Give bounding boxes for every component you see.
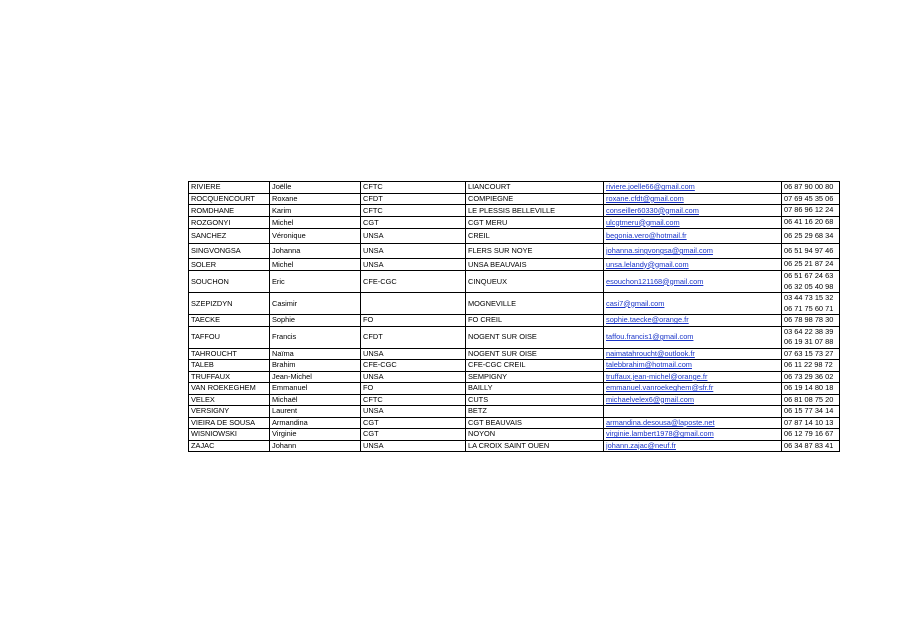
cell-syndicat: UNSA <box>361 406 466 418</box>
cell-nom: TAECKE <box>189 315 270 327</box>
cell-nom: VELEX <box>189 394 270 406</box>
table-row <box>189 229 840 244</box>
cell-prenom: Emmanuel <box>270 383 361 395</box>
cell-ville: NOGENT SUR OISE <box>466 326 604 348</box>
cell-ville: BETZ <box>466 406 604 418</box>
email-link[interactable]: roxane.cfdt@gmail.com <box>606 193 684 203</box>
cell-nom: TRUFFAUX <box>189 371 270 383</box>
cell-nom: SOUCHON <box>189 271 270 293</box>
table-row <box>189 383 840 395</box>
cell-ville: FLERS SUR NOYE <box>466 244 604 259</box>
cell-syndicat: CFTC <box>361 394 466 406</box>
table-row <box>189 406 840 418</box>
phone-number: 06 34 87 83 41 <box>784 440 834 450</box>
phone-number: 07 69 45 35 06 <box>784 193 834 203</box>
email-link[interactable]: sophie.taecke@orange.fr <box>606 315 689 325</box>
cell-ville: BAILLY <box>466 383 604 395</box>
table-row <box>189 182 840 194</box>
cell-email <box>604 360 782 372</box>
cell-ville: COMPIEGNE <box>466 193 604 205</box>
cell-phone <box>782 326 840 348</box>
cell-phone <box>782 244 840 259</box>
table-row <box>189 271 840 293</box>
phone-number: 06 51 67 24 63 <box>784 271 834 280</box>
phone-number: 06 19 31 07 88 <box>784 337 834 346</box>
cell-email <box>604 429 782 441</box>
phone-number: 06 73 29 36 02 <box>784 371 834 381</box>
cell-nom: ZAJAC <box>189 440 270 452</box>
email-link[interactable]: taffou.francis1@gmail.com <box>606 332 694 341</box>
cell-prenom: Virginie <box>270 429 361 441</box>
cell-email <box>604 229 782 244</box>
cell-prenom: Michel <box>270 217 361 229</box>
table-row <box>189 371 840 383</box>
table-row <box>189 394 840 406</box>
cell-prenom: Casimir <box>270 293 361 315</box>
cell-ville: CGT MERU <box>466 217 604 229</box>
cell-email <box>604 293 782 315</box>
cell-syndicat <box>361 293 466 315</box>
cell-nom: RIVIERE <box>189 182 270 194</box>
table-row <box>189 244 840 259</box>
email-link[interactable]: unsa.lelandy@gmail.com <box>606 259 689 269</box>
cell-prenom: Johanna <box>270 244 361 259</box>
cell-prenom: Véronique <box>270 229 361 244</box>
cell-prenom: Armandina <box>270 417 361 429</box>
email-link[interactable]: johanna.singvongsa@gmail.com <box>606 246 713 255</box>
cell-prenom: Roxane <box>270 193 361 205</box>
table-row <box>189 360 840 372</box>
table-row <box>189 326 840 348</box>
cell-syndicat: CGT <box>361 217 466 229</box>
cell-phone <box>782 429 840 441</box>
cell-email <box>604 259 782 271</box>
phone-number: 06 25 29 68 34 <box>784 230 834 240</box>
cell-syndicat: CFDT <box>361 193 466 205</box>
cell-syndicat: CFE-CGC <box>361 271 466 293</box>
cell-nom: SANCHEZ <box>189 229 270 244</box>
cell-nom: SINGVONGSA <box>189 244 270 259</box>
email-link[interactable]: truffaux.jean-michel@orange.fr <box>606 371 708 381</box>
contact-table <box>188 181 840 452</box>
cell-nom: TAFFOU <box>189 326 270 348</box>
cell-syndicat: CGT <box>361 429 466 441</box>
cell-prenom: Michaël <box>270 394 361 406</box>
cell-phone <box>782 259 840 271</box>
cell-ville: NOYON <box>466 429 604 441</box>
table-row <box>189 259 840 271</box>
cell-phone <box>782 315 840 327</box>
cell-phone <box>782 293 840 315</box>
cell-email <box>604 205 782 217</box>
cell-syndicat: FO <box>361 315 466 327</box>
email-link[interactable]: michaelvelex6@gmail.com <box>606 394 695 404</box>
cell-phone <box>782 193 840 205</box>
cell-ville: CGT BEAUVAIS <box>466 417 604 429</box>
cell-prenom: Jean-Michel <box>270 371 361 383</box>
table-row <box>189 205 840 217</box>
phone-number: 06 41 16 20 68 <box>784 217 834 227</box>
cell-syndicat: UNSA <box>361 348 466 360</box>
contact-table-body <box>189 182 840 452</box>
cell-prenom: Brahim <box>270 360 361 372</box>
cell-ville: LE PLESSIS BELLEVILLE <box>466 205 604 217</box>
phone-number: 06 19 14 80 18 <box>784 383 834 392</box>
cell-email <box>604 383 782 395</box>
phone-number: 06 15 77 34 14 <box>784 406 834 415</box>
cell-phone <box>782 182 840 194</box>
email-link[interactable]: johann.zajac@neuf.fr <box>606 440 676 450</box>
cell-syndicat: UNSA <box>361 440 466 452</box>
cell-ville: CREIL <box>466 229 604 244</box>
email-link[interactable]: casi7@gmail.com <box>606 298 665 308</box>
cell-email <box>604 271 782 293</box>
cell-nom: TALEB <box>189 360 270 372</box>
cell-nom: ROCQUENCOURT <box>189 193 270 205</box>
cell-ville: UNSA BEAUVAIS <box>466 259 604 271</box>
phone-number: 03 64 22 38 39 <box>784 326 834 336</box>
cell-email <box>604 315 782 327</box>
cell-syndicat: CFDT <box>361 326 466 348</box>
cell-ville: MOGNEVILLE <box>466 293 604 315</box>
email-link[interactable]: armandina.desousa@laposte.net <box>606 417 715 427</box>
cell-email <box>604 394 782 406</box>
email-link[interactable]: conseiller60330@gmail.com <box>606 205 699 215</box>
cell-nom: VAN ROEKEGHEM <box>189 383 270 395</box>
cell-email <box>604 244 782 259</box>
email-link[interactable]: ulcgtmeru@gmail.com <box>606 217 680 227</box>
cell-nom: VERSIGNY <box>189 406 270 418</box>
email-link[interactable]: naimatahroucht@outlook.fr <box>606 348 695 358</box>
email-link[interactable]: talebbrahim@hotmail.com <box>606 360 692 370</box>
cell-syndicat: UNSA <box>361 259 466 271</box>
phone-number: 06 12 79 16 67 <box>784 429 834 438</box>
cell-email <box>604 193 782 205</box>
phone-number: 06 81 08 75 20 <box>784 394 834 404</box>
cell-ville: SEMPIGNY <box>466 371 604 383</box>
cell-prenom: Johann <box>270 440 361 452</box>
cell-phone <box>782 406 840 418</box>
table-row <box>189 217 840 229</box>
phone-number: 06 71 75 60 71 <box>784 303 834 313</box>
cell-email <box>604 440 782 452</box>
cell-nom: SZEPIZDYN <box>189 293 270 315</box>
cell-syndicat: CFTC <box>361 182 466 194</box>
cell-ville: CINQUEUX <box>466 271 604 293</box>
cell-ville: LIANCOURT <box>466 182 604 194</box>
cell-phone <box>782 348 840 360</box>
phone-number: 06 51 94 97 46 <box>784 245 834 255</box>
cell-phone <box>782 394 840 406</box>
phone-number: 03 44 73 15 32 <box>784 293 834 302</box>
cell-nom: ROMDHANE <box>189 205 270 217</box>
cell-email <box>604 348 782 360</box>
cell-phone <box>782 271 840 293</box>
cell-phone <box>782 371 840 383</box>
cell-ville: LA CROIX SAINT OUEN <box>466 440 604 452</box>
email-link[interactable]: begonia.vero@hotmail.fr <box>606 231 687 240</box>
cell-prenom: Francis <box>270 326 361 348</box>
email-link[interactable]: emmanuel.vanroekeghem@sfr.fr <box>606 383 714 393</box>
phone-number: 06 25 21 87 24 <box>784 259 834 269</box>
cell-prenom: Karim <box>270 205 361 217</box>
cell-prenom: Eric <box>270 271 361 293</box>
cell-phone <box>782 205 840 217</box>
table-row <box>189 315 840 327</box>
phone-number: 06 87 90 00 80 <box>784 182 834 191</box>
cell-ville: CUTS <box>466 394 604 406</box>
cell-ville: FO CREIL <box>466 315 604 327</box>
cell-syndicat: FO <box>361 383 466 395</box>
cell-syndicat: UNSA <box>361 244 466 259</box>
table-row <box>189 417 840 429</box>
cell-syndicat: UNSA <box>361 229 466 244</box>
cell-nom: SOLER <box>189 259 270 271</box>
cell-email <box>604 417 782 429</box>
table-row <box>189 429 840 441</box>
email-link[interactable]: esouchon121168@gmail.com <box>606 276 704 286</box>
cell-email <box>604 182 782 194</box>
phone-number: 06 78 98 78 30 <box>784 315 834 324</box>
cell-prenom: Naïma <box>270 348 361 360</box>
cell-prenom: Laurent <box>270 406 361 418</box>
cell-prenom: Sophie <box>270 315 361 327</box>
phone-number: 07 87 14 10 13 <box>784 417 834 427</box>
email-link[interactable]: riviere.joelle66@gmail.com <box>606 182 695 192</box>
phone-number: 07 86 96 12 24 <box>784 205 834 215</box>
cell-phone <box>782 440 840 452</box>
table-row <box>189 440 840 452</box>
cell-phone <box>782 217 840 229</box>
cell-nom: ROZGONYI <box>189 217 270 229</box>
cell-nom: VIEIRA DE SOUSA <box>189 417 270 429</box>
cell-email <box>604 406 782 418</box>
cell-email <box>604 371 782 383</box>
cell-syndicat: CGT <box>361 417 466 429</box>
cell-phone <box>782 229 840 244</box>
cell-syndicat: CFE-CGC <box>361 360 466 372</box>
cell-prenom: Joëlle <box>270 182 361 194</box>
cell-phone <box>782 417 840 429</box>
phone-number: 06 11 22 98 72 <box>784 360 833 369</box>
cell-syndicat: UNSA <box>361 371 466 383</box>
cell-prenom: Michel <box>270 259 361 271</box>
email-link[interactable]: virginie.lambert1978@gmail.com <box>606 429 714 439</box>
table-row <box>189 348 840 360</box>
cell-phone <box>782 383 840 395</box>
cell-ville: CFE-CGC CREIL <box>466 360 604 372</box>
cell-nom: WISNIOWSKI <box>189 429 270 441</box>
cell-ville: NOGENT SUR OISE <box>466 348 604 360</box>
table-row <box>189 293 840 315</box>
cell-syndicat: CFTC <box>361 205 466 217</box>
cell-email <box>604 217 782 229</box>
phone-number: 06 32 05 40 98 <box>784 281 834 291</box>
table-row <box>189 193 840 205</box>
cell-phone <box>782 360 840 372</box>
phone-number: 07 63 15 73 27 <box>784 348 834 358</box>
cell-email <box>604 326 782 348</box>
cell-nom: TAHROUCHT <box>189 348 270 360</box>
